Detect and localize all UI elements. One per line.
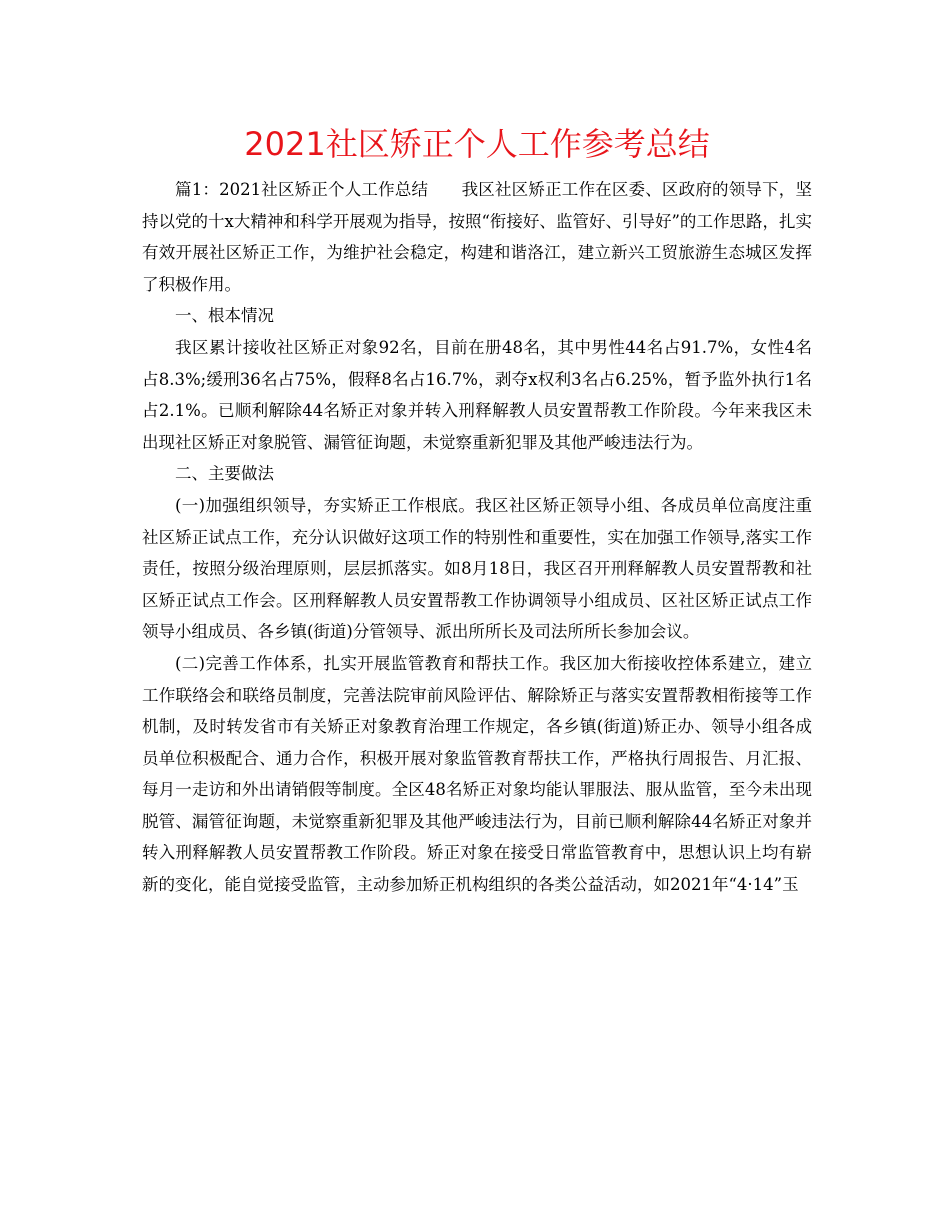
paragraph-intro: 篇1：2021社区矫正个人工作总结 我区社区矫正工作在区委、区政府的领导下，坚持以党的十x大精神和科学开展观为指导，按照“衔接好、监管好、引导好”的工作思路，扎实有效开展社区矫正工作，为维护社会稳定，构建和谐洛江，建立新兴工贸旅游生态城区发挥了积极作用。 [142, 180, 812, 294]
paragraph-practice-two: (二)完善工作体系，扎实开展监管教育和帮扶工作。我区加大衔接收控体系建立，建立工作联络会和联络员制度，完善法院审前风险评估、解除矫正与落实安置帮教相衔接等工作机制，及时转发省市有关矫正对象教育治理工作规定，各乡镇(街道)矫正办、领导小组各成员单位积极配合、通力合作，积极开展对象监管教育帮扶工作，严格执行周报告、月汇报、每月一走访和外出请销假等制度。全区48名矫正对象均能认罪服法、服从监管，至今未出现脱管、漏管征询题，未觉察重新犯罪及其他严峻违法行为，目前已顺利解除44名矫正对象并转入刑释解教人员安置帮教工作阶段。矫正对象在接受日常监管教育中，思想认识上均有崭新的变化，能自觉接受监管，主动参加矫正机构组织的各类公益活动，如2021年“4·14”玉 [142, 653, 812, 895]
document-title: 2021社区矫正个人工作参考总结 [244, 125, 710, 163]
paragraph-basic-situation: 我区累计接收社区矫正对象92名，目前在册48名，其中男性44名占91.7%，女性4名占8.3%;缓刑36名占75%，假释8名占16.7%，剥夺x权利3名占6.25%，暂予监外执行1名占2.1%。已顺利解除44名矫正对象并转入刑释解教人员安置帮教工作阶段。今年来我区未出现社区矫正对象脱管、漏管征询题，未觉察重新犯罪及其他严峻违法行为。 [142, 337, 812, 452]
section-heading-main-practices: 二、主要做法 [175, 464, 274, 484]
section-heading-basic-situation: 一、根本情况 [175, 306, 274, 326]
paragraph-practice-one: (一)加强组织领导，夯实矫正工作根底。我区社区矫正领导小组、各成员单位高度注重社区矫正试点工作，充分认识做好这项工作的特别性和重要性，实在加强工作领导,落实工作责任，按照分级治理原则，层层抓落实。如8月18日，我区召开刑释解教人员安置帮教和社区矫正试点工作会。区刑释解教人员安置帮教工作协调领导小组成员、区社区矫正试点工作领导小组成员、各乡镇(街道)分管领导、派出所所长及司法所所长参加会议。 [142, 495, 812, 642]
document-page [142, 122, 812, 901]
